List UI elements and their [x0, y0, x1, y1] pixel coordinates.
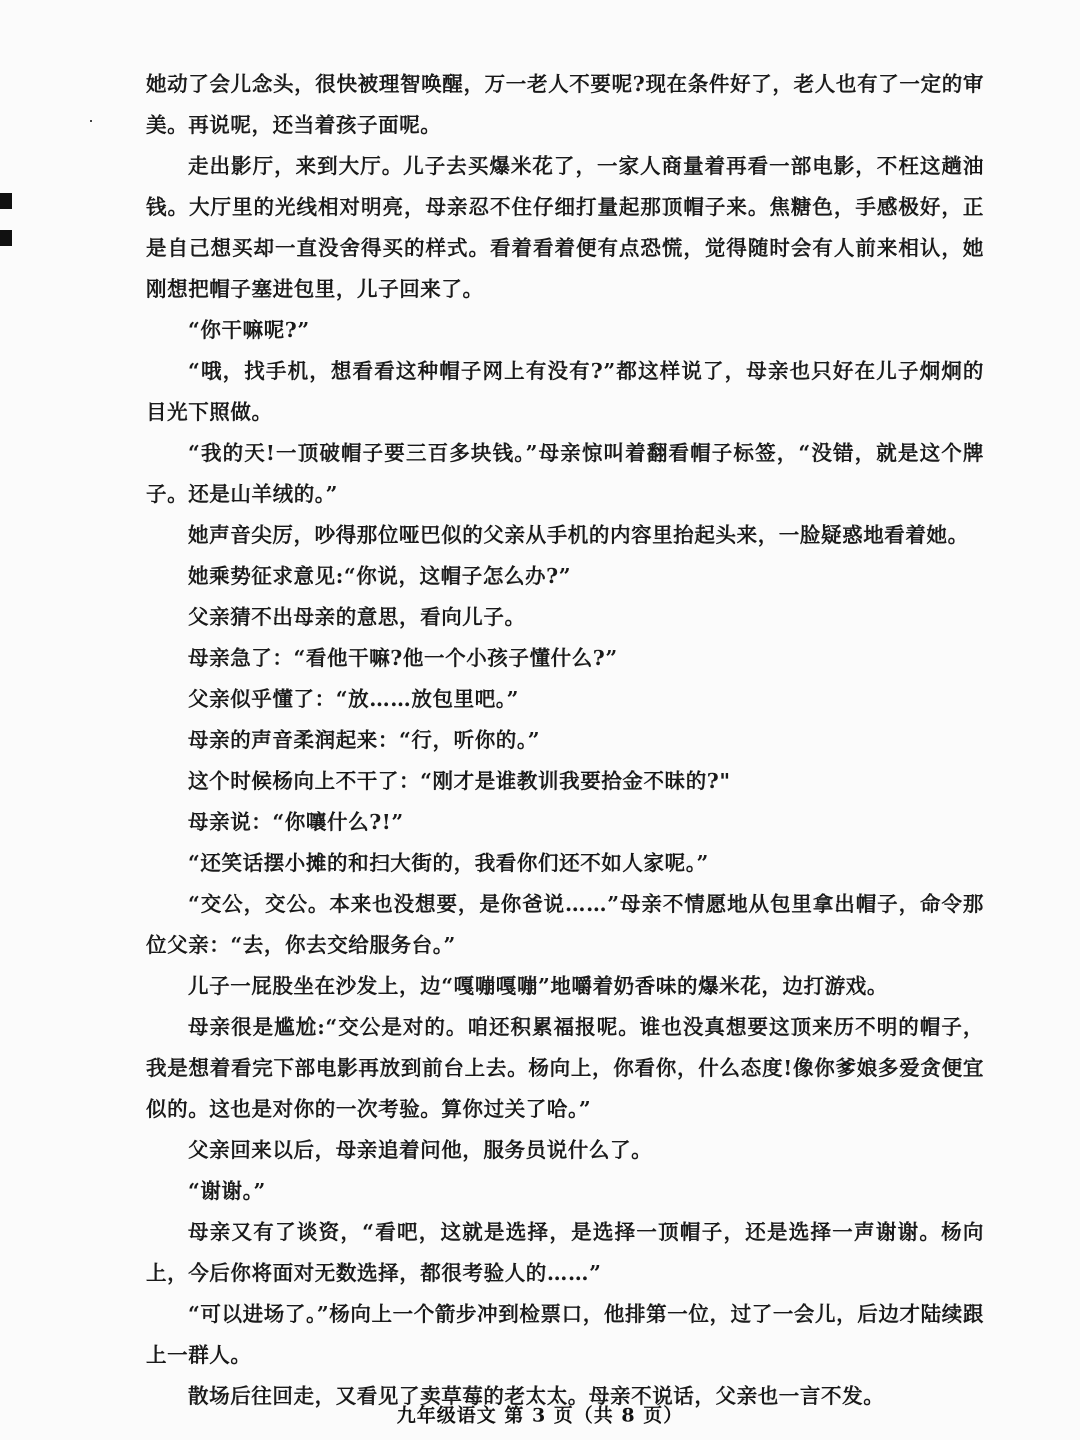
passage-paragraph: “谢谢。” [188, 1179, 266, 1203]
passage-paragraph: 父亲回来以后，母亲追着问他，服务员说什么了。 [188, 1138, 653, 1162]
page-footer: 九年级语文 第 3 页（共 8 页） [396, 1404, 684, 1427]
binding-mark [0, 193, 12, 209]
passage-paragraph: 母亲很是尴尬:“交公是对的。咱还积累福报呢。谁也没真想要这顶来历不明的帽子，我是想着看完下部电影再放到前台上去。杨向上，你看你，什么态度!像你爹娘多爱贪便宜似的。这也是对你的一次考验。算你过关了哈。” [146, 1015, 984, 1121]
passage-paragraph: 散场后往回走，又看见了卖草莓的老太太。母亲不说话，父亲也一言不发。 [188, 1384, 885, 1408]
passage-paragraph: 走出影厅，来到大厅。儿子去买爆米花了，一家人商量着再看一部电影，不枉这趟油钱。大厅里的光线相对明亮，母亲忍不住仔细打量起那顶帽子来。焦糖色，手感极好，正是自己想买却一直没舍得买的样式。看着看着便有点恐慌，觉得随时会有人前来相认，她刚想把帽子塞进包里，儿子回来了。 [146, 154, 984, 301]
passage-paragraph: 母亲说：“你嚷什么?!” [188, 810, 404, 834]
passage-paragraph: 母亲又有了谈资，“看吧，这就是选择，是选择一顶帽子，还是选择一声谢谢。杨向上，今后你将面对无数选择，都很考验人的……” [146, 1220, 984, 1285]
passage-paragraph: 她动了会儿念头，很快被理智唤醒，万一老人不要呢?现在条件好了，老人也有了一定的审美。再说呢，还当着孩子面呢。 [146, 72, 984, 137]
scan-speck [90, 120, 92, 122]
binding-mark [0, 230, 12, 246]
passage-paragraph: “交公，交公。本来也没想要，是你爸说……”母亲不情愿地从包里拿出帽子，命令那位父亲：“去，你去交给服务台。” [146, 892, 984, 957]
passage-paragraph: “我的天!一顶破帽子要三百多块钱。”母亲惊叫着翻看帽子标签，“没错，就是这个牌子。还是山羊绒的。” [146, 441, 984, 506]
passage-paragraph: 她乘势征求意见:“你说，这帽子怎么办?” [188, 564, 572, 588]
passage-paragraph: “可以进场了。”杨向上一个箭步冲到检票口，他排第一位，过了一会儿，后边才陆续跟上一群人。 [146, 1302, 984, 1367]
passage-paragraph: 母亲的声音柔润起来：“行，听你的。” [188, 728, 541, 752]
passage-paragraph: 儿子一屁股坐在沙发上，边“嘎嘣嘎嘣”地嚼着奶香味的爆米花，边打游戏。 [188, 974, 888, 998]
passage-paragraph: 这个时候杨向上不干了：“刚才是谁教训我要拾金不昧的?" [188, 769, 731, 793]
reading-passage [146, 64, 984, 1417]
passage-paragraph: “你干嘛呢?” [188, 318, 310, 342]
passage-paragraph: 父亲似乎懂了：“放……放包里吧。” [188, 687, 520, 711]
passage-paragraph: 她声音尖厉，吵得那位哑巴似的父亲从手机的内容里抬起头来，一脸疑惑地看着她。 [188, 523, 969, 547]
passage-paragraph: “哦，找手机，想看看这种帽子网上有没有?”都这样说了，母亲也只好在儿子炯炯的目光下照做。 [146, 359, 984, 424]
passage-paragraph: “还笑话摆小摊的和扫大街的，我看你们还不如人家呢。” [188, 851, 709, 875]
passage-paragraph: 父亲猜不出母亲的意思，看向儿子。 [188, 605, 526, 629]
passage-paragraph: 母亲急了：“看他干嘛?他一个小孩子懂什么?” [188, 646, 618, 670]
